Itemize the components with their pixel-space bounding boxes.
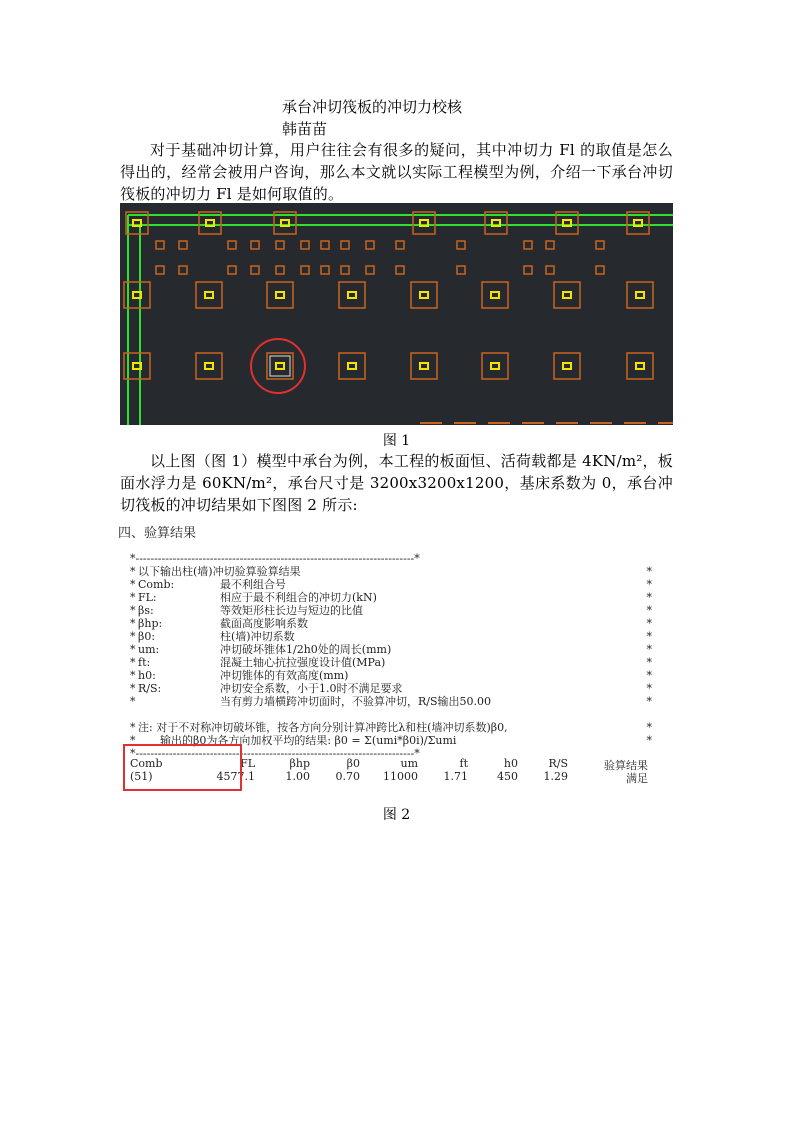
table-value-cell: 1.00: [285, 770, 310, 783]
column: [205, 292, 213, 298]
table-header-cell: β0: [346, 757, 360, 770]
column: [634, 220, 642, 226]
column: [420, 292, 428, 298]
table-header-cell: um: [400, 757, 418, 770]
small-cap: [341, 241, 349, 249]
small-cap: [546, 241, 554, 249]
pile-cap: [482, 282, 508, 308]
small-cap: [596, 241, 604, 249]
column: [281, 220, 289, 226]
def-label: R/S:: [138, 682, 162, 695]
description-paragraph: 以上图（图 1）模型中承台为例，本工程的板面恒、活荷载都是 4KN/m²，板面水浮力是 60KN/m²，承台尺寸是 3200x3200x1200，基床系数为 0，承台冲切筏板的冲切结果如下图图 2 所示:: [120, 452, 673, 514]
small-cap: [276, 266, 284, 274]
def-description: 当有剪力墙横跨冲切面时，不验算冲切，R/S输出50.00: [220, 695, 492, 708]
def-description: 冲切安全系数，小于1.0时不满足要求: [220, 682, 403, 695]
small-cap: [457, 266, 465, 274]
column: [206, 220, 214, 226]
def-label: Comb:: [138, 578, 175, 591]
table-value-cell: 450: [497, 770, 518, 783]
def-description: 相应于最不利组合的冲切力(kN): [220, 591, 377, 604]
small-cap: [228, 241, 236, 249]
table-value-cell: 1.29: [543, 770, 568, 783]
small-cap: [179, 266, 187, 274]
cad-model-figure: [120, 203, 673, 425]
column: [276, 292, 284, 298]
small-cap: [546, 266, 554, 274]
column: [636, 292, 644, 298]
pile-cap: [267, 353, 293, 379]
small-cap: [156, 241, 164, 249]
small-cap: [321, 241, 329, 249]
table-header-cell: Comb: [130, 757, 163, 770]
small-cap: [156, 266, 164, 274]
table-header-cell: ft: [459, 757, 468, 770]
def-description: 冲切锥体的有效高度(mm): [220, 669, 349, 682]
small-cap: [228, 266, 236, 274]
small-cap: [251, 241, 259, 249]
pile-cap: [411, 282, 437, 308]
table-value-cell: 满足: [626, 772, 648, 785]
table-header-cell: βhp: [289, 757, 310, 770]
pile-cap: [267, 282, 293, 308]
report-border-bottom: *---------------------------------------------------------------------------*: [130, 747, 420, 760]
column: [133, 220, 141, 226]
pile-cap: [554, 353, 580, 379]
small-cap: [396, 241, 404, 249]
small-cap: [251, 266, 259, 274]
report-note-2: 输出的β0为各方向加权平均的结果: β0 = Σ(umi*β0i)/Σumi: [160, 734, 457, 747]
report-header: 以下输出柱(墙)冲切验算验算结果: [138, 565, 301, 578]
column: [563, 220, 571, 226]
pile-cap: [554, 282, 580, 308]
table-value-cell: 0.70: [335, 770, 360, 783]
small-cap: [596, 266, 604, 274]
column: [491, 292, 499, 298]
table-header-cell: h0: [503, 757, 518, 770]
small-cap: [341, 266, 349, 274]
selected-cap: [270, 356, 290, 376]
column: [420, 363, 428, 369]
small-cap: [396, 266, 404, 274]
pile-cap: [627, 282, 653, 308]
figure-1-caption: 图 1: [382, 433, 411, 449]
def-description: 等效矩形柱长边与短边的比值: [220, 604, 363, 617]
small-cap: [301, 241, 309, 249]
report-note-1: 注: 对于不对称冲切破坏锥，按各方向分别计算冲跨比λ和柱(墙冲切系数)β0,: [138, 721, 508, 734]
small-cap: [321, 266, 329, 274]
table-value-cell: (51): [130, 770, 153, 783]
column: [563, 292, 571, 298]
small-cap: [524, 241, 532, 249]
highlight-box: [123, 744, 242, 791]
pile-cap: [627, 353, 653, 379]
def-label: β0:: [138, 630, 156, 643]
small-cap: [179, 241, 187, 249]
column: [348, 292, 356, 298]
cad-drawing: [120, 203, 673, 425]
document-title: 承台冲切筏板的冲切力校核: [282, 98, 463, 116]
calc-report-figure: 四、验算结果 *---------------------------------------------------------------------------* * 以下输出柱(墙)冲切验算验算结果 * * Comb: 最不利组合号 * * FL: 相应于最不利组合的冲切力(kN) * * βs: 等效矩形柱长边与短边的比值 * * βhp: 截面高度影响系数 * * β0: 柱(墙)冲切系数 * * um: 冲切破坏锥体1/2h0处的周长(mm) * * ft: 混凝土轴心抗拉强度设计值(MPa) * * h0: 冲切锥体的有效高度(mm) * * R/S: 冲切安全系数，小于1.0时不满足要求 * * 当有剪力墙横跨冲切面时，不验算冲切，R/S输出50.00 * * 注: 对于不对称冲切破坏锥，按各方向分别计算冲跨比λ和柱(墙冲切系数)β0, * * 输出的β0为各方向加权平均的结果: β0 = Σ(umi*β0i)/Σumi * *---------------------------------------------------------------------------* Comb FL βhp β0 um ft h0 R/S 验算结果 (51) 4577.1 1.00 0.70 11000 1.71 450 1.29 满足: [118, 518, 663, 798]
def-label: βs:: [138, 604, 154, 617]
figure-2-caption: 图 2: [382, 807, 411, 823]
column: [636, 363, 644, 369]
column: [276, 363, 284, 369]
def-label: um:: [138, 643, 160, 656]
def-description: 最不利组合号: [220, 578, 286, 591]
pile-cap: [339, 353, 365, 379]
def-label: h0:: [138, 669, 156, 682]
report-border-top: *---------------------------------------------------------------------------*: [130, 552, 420, 565]
report-section-title: 四、验算结果: [118, 526, 197, 541]
pile-cap: [482, 353, 508, 379]
small-cap: [457, 241, 465, 249]
table-value-cell: 4577.1: [216, 770, 255, 783]
def-description: 柱(墙)冲切系数: [220, 630, 295, 643]
pile-cap: [339, 282, 365, 308]
pile-cap: [196, 282, 222, 308]
column: [563, 363, 571, 369]
def-label: ft:: [138, 656, 151, 669]
highlight-circle: [251, 339, 305, 393]
table-value-cell: 11000: [383, 770, 418, 783]
small-cap: [276, 241, 284, 249]
def-description: 混凝土轴心抗拉强度设计值(MPa): [220, 656, 386, 669]
def-label: βhp:: [138, 617, 163, 630]
document-author: 韩苗苗: [282, 120, 328, 138]
def-description: 冲切破坏锥体1/2h0处的周长(mm): [220, 643, 392, 656]
column: [205, 363, 213, 369]
def-description: 截面高度影响系数: [220, 617, 308, 630]
small-cap: [366, 266, 374, 274]
column: [492, 220, 500, 226]
intro-paragraph: 对于基础冲切计算，用户往往会有很多的疑问，其中冲切力 Fl 的取值是怎么得出的，经常会被用户咨询，那么本文就以实际工程模型为例，介绍一下承台冲切筏板的冲切力 Fl 是如何取值的。: [120, 141, 673, 203]
column: [348, 363, 356, 369]
table-header-cell: FL: [240, 757, 255, 770]
table-header-cell: 验算结果: [604, 759, 648, 772]
column: [491, 363, 499, 369]
table-header-cell: R/S: [548, 757, 568, 770]
small-cap: [524, 266, 532, 274]
def-label: FL:: [138, 591, 157, 604]
small-cap: [301, 266, 309, 274]
table-value-cell: 1.71: [443, 770, 468, 783]
pile-cap: [411, 353, 437, 379]
column: [420, 220, 428, 226]
small-cap: [366, 241, 374, 249]
pile-cap: [196, 353, 222, 379]
